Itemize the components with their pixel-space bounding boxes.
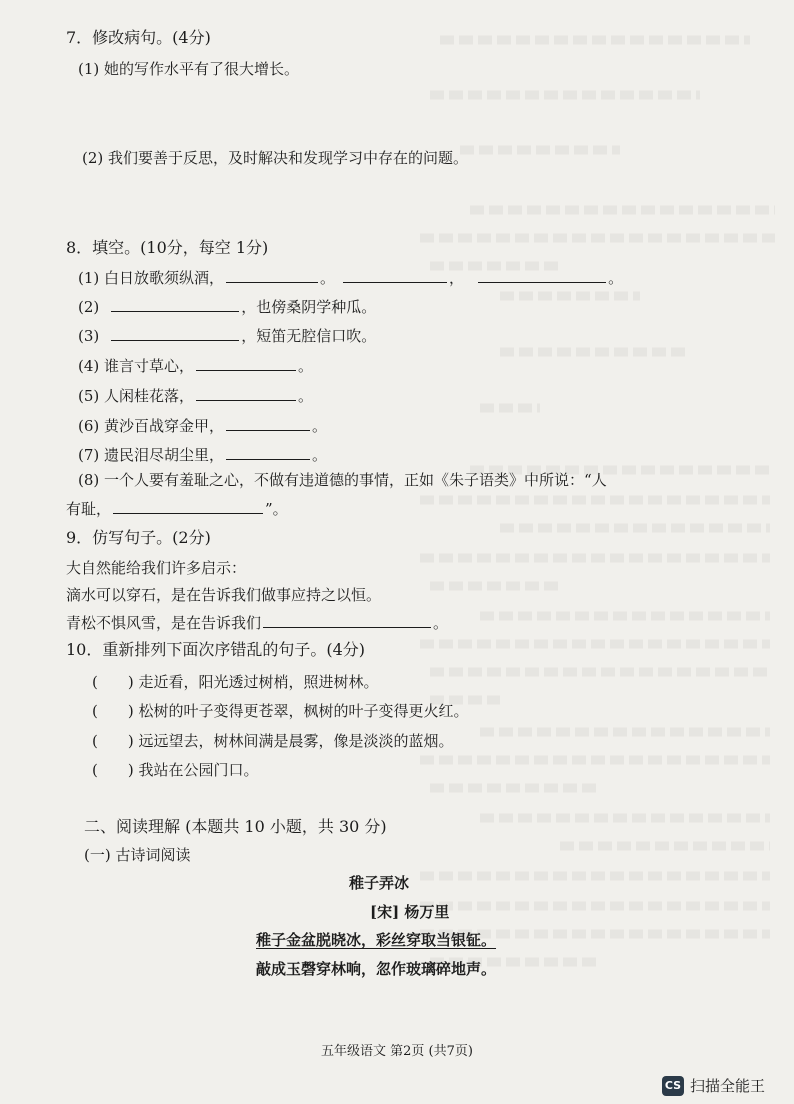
q10-item-text-2: 松树的叶子变得更苍翠，枫树的叶子变得更火红。 <box>138 702 469 720</box>
q10-item-text-4: 我站在公园门口。 <box>138 761 259 779</box>
q8-blank-5[interactable] <box>111 339 239 341</box>
section-2-subheading: (一) 古诗词阅读 <box>84 846 191 864</box>
q8-line-5 <box>78 386 313 406</box>
q8-l2-text: ，也傍桑阴学种瓜。 <box>241 298 377 316</box>
q10-heading: 10．重新排列下面次序错乱的句子。(4分) <box>66 640 366 659</box>
q8-blank-2[interactable] <box>343 281 447 283</box>
q8-blank-4[interactable] <box>111 310 239 312</box>
q8-line-3 <box>78 326 376 346</box>
q10-item-4 <box>92 760 259 780</box>
q8-blank-10[interactable] <box>113 512 263 514</box>
scanner-watermark <box>662 1075 765 1096</box>
q8-blank-1[interactable] <box>226 281 318 283</box>
q10-paren-open-1: ( <box>92 673 98 691</box>
q10-item-text-3: 远远望去，树林间满是晨雾，像是淡淡的蓝烟。 <box>138 732 454 750</box>
section-2-heading: 二、阅读理解 (本题共 10 小题，共 30 分) <box>84 817 387 836</box>
q9-line-2: 滴水可以穿石，是在告诉我们做事应持之以恒。 <box>66 586 382 604</box>
q10-item-1 <box>92 672 379 692</box>
q8-l1-end: 。 <box>608 269 624 287</box>
q8-heading: 8．填空。(10分，每空 1分) <box>66 238 269 257</box>
q10-paren-close-2: ) <box>127 702 134 720</box>
poem-author: [宋] 杨万里 <box>370 903 450 921</box>
camscanner-app-name: 扫描全能王 <box>690 1077 766 1095</box>
q10-item-text-1: 走近看，阳光透过树梢，照进树林。 <box>138 673 379 691</box>
page-footer: 五年级语文 第2页 (共7页) <box>321 1044 473 1059</box>
q8-blank-6[interactable] <box>196 369 296 371</box>
q9-l3-text: 青松不惧风雪，是在告诉我们 <box>66 614 262 632</box>
q8-line-7 <box>78 445 327 465</box>
q8-blank-3[interactable] <box>478 281 606 283</box>
q8-l8-end: ”。 <box>265 500 288 518</box>
q10-item-3 <box>92 731 454 751</box>
q8-l7-end: 。 <box>312 446 328 464</box>
q8-line-1 <box>78 268 623 288</box>
q7-heading: 7．修改病句。(4分) <box>66 28 211 47</box>
q8-l4-text: (4) 谁言寸草心， <box>78 357 195 375</box>
q9-blank[interactable] <box>263 626 431 628</box>
q8-l1-sep1: 。 <box>320 269 336 287</box>
q10-item-2 <box>92 701 469 721</box>
q9-line-3 <box>66 613 448 633</box>
q10-paren-close-1: ) <box>127 673 134 691</box>
q8-l6-end: 。 <box>312 417 328 435</box>
q8-line-8-cont <box>66 499 288 519</box>
poem-title: 稚子弄冰 <box>349 874 410 892</box>
q8-l5-end: 。 <box>298 387 314 405</box>
q10-paren-open-3: ( <box>92 732 98 750</box>
q8-line-8: (8) 一个人要有羞耻之心，不做有违道德的事情，正如《朱子语类》中所说：“人 <box>78 471 607 489</box>
q8-l3-num: (3) <box>78 327 100 345</box>
q8-l1-text: (1) 白日放歌须纵酒， <box>78 269 225 287</box>
q8-line-4 <box>78 356 313 376</box>
q7-item-1: (1) 她的写作水平有了很大增长。 <box>78 60 300 78</box>
q8-blank-8[interactable] <box>226 429 310 431</box>
q10-paren-close-3: ) <box>127 732 134 750</box>
q8-blank-9[interactable] <box>226 458 310 460</box>
q9-line-1: 大自然能给我们许多启示： <box>66 559 247 577</box>
q8-blank-7[interactable] <box>196 399 296 401</box>
q7-item-2: (2) 我们要善于反思，及时解决和发现学习中存在的问题。 <box>82 149 469 167</box>
q8-l1-sep2: ， <box>449 269 465 287</box>
q8-line-6 <box>78 416 327 436</box>
q8-l3-text: ，短笛无腔信口吹。 <box>241 327 377 345</box>
q8-line-2 <box>78 297 376 317</box>
poem-line-2: 敲成玉磬穿林响，忽作玻璃碎地声。 <box>256 960 497 978</box>
q9-heading: 9．仿写句子。(2分) <box>66 528 211 547</box>
q10-paren-open-2: ( <box>92 702 98 720</box>
camscanner-logo-icon: CS <box>662 1076 684 1096</box>
q8-l2-num: (2) <box>78 298 100 316</box>
q8-l7-text: (7) 遗民泪尽胡尘里， <box>78 446 225 464</box>
q9-l3-end: 。 <box>433 614 449 632</box>
q10-paren-close-4: ) <box>127 761 134 779</box>
q10-paren-open-4: ( <box>92 761 98 779</box>
poem-line-1: 稚子金盆脱晓冰，彩丝穿取当银钲。 <box>256 931 497 949</box>
q8-l8-text: 有耻， <box>66 500 112 518</box>
q8-l5-text: (5) 人闲桂花落， <box>78 387 195 405</box>
q8-l4-end: 。 <box>298 357 314 375</box>
q8-l6-text: (6) 黄沙百战穿金甲， <box>78 417 225 435</box>
